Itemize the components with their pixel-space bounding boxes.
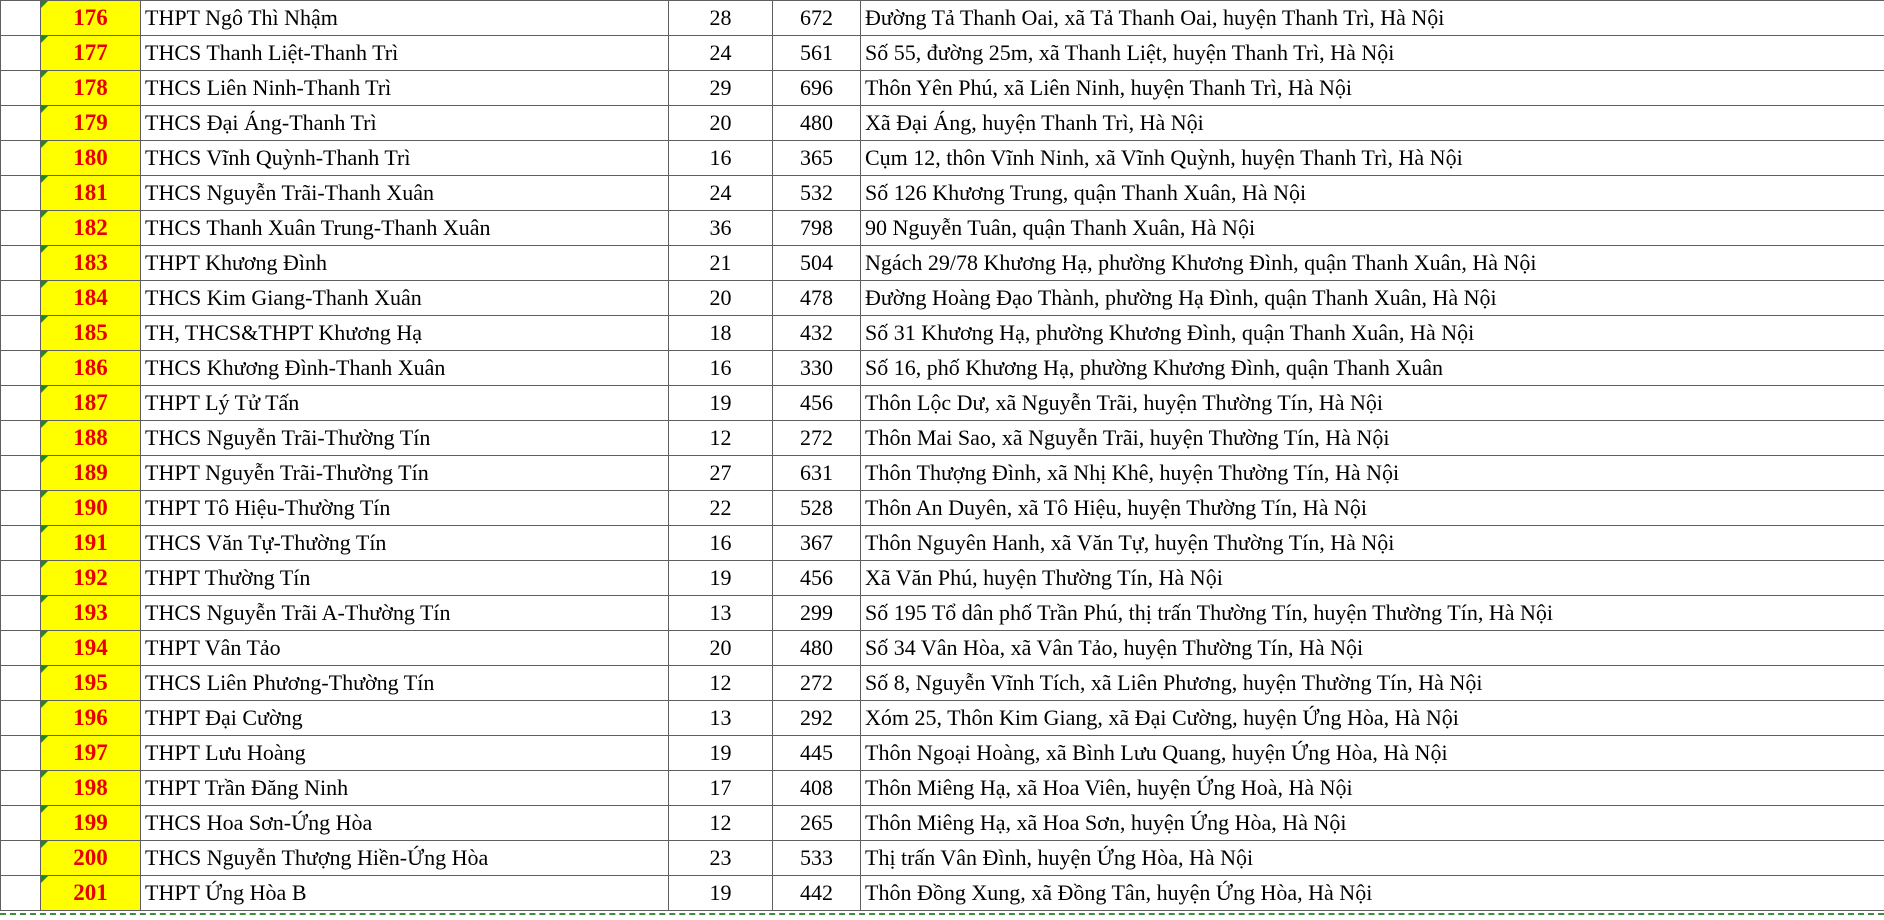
table-row — [1, 106, 1884, 141]
empty-cell[interactable] — [1, 421, 41, 456]
class-count-cell[interactable]: 16 — [669, 526, 773, 561]
school-name-cell[interactable]: THCS Nguyễn Trãi A-Thường Tín — [141, 596, 669, 631]
address-cell[interactable]: Số 34 Vân Hòa, xã Vân Tảo, huyện Thường Tín, Hà Nội — [861, 631, 1884, 666]
table-row — [1, 666, 1884, 701]
class-count-cell[interactable]: 24 — [669, 176, 773, 211]
empty-cell[interactable] — [1, 456, 41, 491]
empty-cell[interactable] — [1, 176, 41, 211]
school-name-cell[interactable]: THCS Thanh Xuân Trung-Thanh Xuân — [141, 211, 669, 246]
class-count-cell[interactable]: 12 — [669, 806, 773, 841]
table-row — [1, 421, 1884, 456]
stt-cell[interactable]: 190 — [41, 491, 141, 526]
table-row — [1, 631, 1884, 666]
address-cell[interactable]: Xã Văn Phú, huyện Thường Tín, Hà Nội — [861, 561, 1884, 596]
empty-cell[interactable] — [1, 71, 41, 106]
class-count-cell[interactable]: 29 — [669, 71, 773, 106]
school-name-cell[interactable]: THPT Khương Đình — [141, 246, 669, 281]
school-name-cell[interactable]: THCS Liên Ninh-Thanh Trì — [141, 71, 669, 106]
student-count-cell[interactable]: 528 — [773, 491, 861, 526]
empty-cell[interactable] — [1, 736, 41, 771]
class-count-cell[interactable]: 13 — [669, 701, 773, 736]
school-name-cell[interactable]: THCS Kim Giang-Thanh Xuân — [141, 281, 669, 316]
student-count-cell[interactable]: 631 — [773, 456, 861, 491]
student-count-cell[interactable]: 561 — [773, 36, 861, 71]
address-cell[interactable]: Ngách 29/78 Khương Hạ, phường Khương Đình, quận Thanh Xuân, Hà Nội — [861, 246, 1884, 281]
table-row — [1, 736, 1884, 771]
class-count-cell[interactable]: 28 — [669, 1, 773, 36]
stt-cell[interactable]: 182 — [41, 211, 141, 246]
class-count-cell[interactable]: 20 — [669, 631, 773, 666]
stt-cell[interactable]: 193 — [41, 596, 141, 631]
stt-cell[interactable]: 199 — [41, 806, 141, 841]
class-count-cell[interactable]: 19 — [669, 876, 773, 911]
student-count-cell[interactable]: 442 — [773, 876, 861, 911]
address-cell[interactable]: Số 16, phố Khương Hạ, phường Khương Đình, quận Thanh Xuân — [861, 351, 1884, 386]
table-row — [1, 806, 1884, 841]
student-count-cell[interactable]: 367 — [773, 526, 861, 561]
stt-cell[interactable]: 180 — [41, 141, 141, 176]
class-count-cell[interactable]: 20 — [669, 106, 773, 141]
class-count-cell[interactable]: 20 — [669, 281, 773, 316]
student-count-cell[interactable]: 365 — [773, 141, 861, 176]
student-count-cell[interactable]: 478 — [773, 281, 861, 316]
student-count-cell[interactable]: 532 — [773, 176, 861, 211]
stt-cell[interactable]: 195 — [41, 666, 141, 701]
class-count-cell[interactable]: 27 — [669, 456, 773, 491]
student-count-cell[interactable]: 480 — [773, 106, 861, 141]
empty-cell[interactable] — [1, 281, 41, 316]
address-cell[interactable]: 90 Nguyễn Tuân, quận Thanh Xuân, Hà Nội — [861, 211, 1884, 246]
stt-cell[interactable]: 201 — [41, 876, 141, 911]
table-row — [1, 526, 1884, 561]
school-name-cell[interactable]: THCS Nguyễn Thượng Hiền-Ứng Hòa — [141, 841, 669, 876]
table-row — [1, 491, 1884, 526]
class-count-cell[interactable]: 22 — [669, 491, 773, 526]
student-count-cell[interactable]: 432 — [773, 316, 861, 351]
empty-cell[interactable] — [1, 876, 41, 911]
school-name-cell[interactable]: THPT Lý Tử Tấn — [141, 386, 669, 421]
empty-cell[interactable] — [1, 36, 41, 71]
empty-cell[interactable] — [1, 386, 41, 421]
stt-cell[interactable]: 178 — [41, 71, 141, 106]
empty-cell[interactable] — [1, 771, 41, 806]
address-cell[interactable]: Thôn Miêng Hạ, xã Hoa Sơn, huyện Ứng Hòa, Hà Nội — [861, 806, 1884, 841]
address-cell[interactable]: Thôn Mai Sao, xã Nguyễn Trãi, huyện Thường Tín, Hà Nội — [861, 421, 1884, 456]
stt-cell[interactable]: 194 — [41, 631, 141, 666]
address-cell[interactable]: Cụm 12, thôn Vĩnh Ninh, xã Vĩnh Quỳnh, huyện Thanh Trì, Hà Nội — [861, 141, 1884, 176]
address-cell[interactable]: Số 55, đường 25m, xã Thanh Liệt, huyện Thanh Trì, Hà Nội — [861, 36, 1884, 71]
student-count-cell[interactable]: 408 — [773, 771, 861, 806]
class-count-cell[interactable]: 17 — [669, 771, 773, 806]
empty-cell[interactable] — [1, 806, 41, 841]
school-name-cell[interactable]: THCS Nguyễn Trãi-Thường Tín — [141, 421, 669, 456]
table-row — [1, 246, 1884, 281]
student-count-cell[interactable]: 696 — [773, 71, 861, 106]
school-name-cell[interactable]: THCS Nguyễn Trãi-Thanh Xuân — [141, 176, 669, 211]
table-row — [1, 876, 1884, 911]
student-count-cell[interactable]: 456 — [773, 561, 861, 596]
address-cell[interactable]: Thôn Miêng Hạ, xã Hoa Viên, huyện Ứng Hoà, Hà Nội — [861, 771, 1884, 806]
student-count-cell[interactable]: 265 — [773, 806, 861, 841]
address-cell[interactable]: Thôn Lộc Dư, xã Nguyễn Trãi, huyện Thường Tín, Hà Nội — [861, 386, 1884, 421]
stt-cell[interactable]: 198 — [41, 771, 141, 806]
empty-cell[interactable] — [1, 596, 41, 631]
table-row — [1, 596, 1884, 631]
school-name-cell[interactable]: THPT Tô Hiệu-Thường Tín — [141, 491, 669, 526]
student-count-cell[interactable]: 672 — [773, 1, 861, 36]
class-count-cell[interactable]: 13 — [669, 596, 773, 631]
address-cell[interactable]: Thị trấn Vân Đình, huyện Ứng Hòa, Hà Nội — [861, 841, 1884, 876]
school-name-cell[interactable]: THCS Hoa Sơn-Ứng Hòa — [141, 806, 669, 841]
student-count-cell[interactable]: 504 — [773, 246, 861, 281]
table-row — [1, 561, 1884, 596]
class-count-cell[interactable]: 12 — [669, 666, 773, 701]
empty-cell[interactable] — [1, 841, 41, 876]
empty-cell[interactable] — [1, 561, 41, 596]
class-count-cell[interactable]: 19 — [669, 736, 773, 771]
stt-cell[interactable]: 184 — [41, 281, 141, 316]
student-count-cell[interactable]: 480 — [773, 631, 861, 666]
stt-cell[interactable]: 191 — [41, 526, 141, 561]
stt-cell[interactable]: 196 — [41, 701, 141, 736]
empty-cell[interactable] — [1, 1, 41, 36]
school-name-cell[interactable]: THCS Vĩnh Quỳnh-Thanh Trì — [141, 141, 669, 176]
stt-cell[interactable]: 200 — [41, 841, 141, 876]
class-count-cell[interactable]: 21 — [669, 246, 773, 281]
stt-cell[interactable]: 187 — [41, 386, 141, 421]
stt-cell[interactable]: 188 — [41, 421, 141, 456]
table-row — [1, 841, 1884, 876]
school-name-cell[interactable]: THCS Liên Phương-Thường Tín — [141, 666, 669, 701]
table-row — [1, 71, 1884, 106]
address-cell[interactable]: Đường Hoàng Đạo Thành, phường Hạ Đình, quận Thanh Xuân, Hà Nội — [861, 281, 1884, 316]
table-body — [1, 1, 1884, 911]
address-cell[interactable]: Số 195 Tổ dân phố Trần Phú, thị trấn Thường Tín, huyện Thường Tín, Hà Nội — [861, 596, 1884, 631]
empty-cell[interactable] — [1, 701, 41, 736]
table-row — [1, 141, 1884, 176]
address-cell[interactable]: Thôn Ngoại Hoàng, xã Bình Lưu Quang, huyện Ứng Hòa, Hà Nội — [861, 736, 1884, 771]
stt-cell[interactable]: 176 — [41, 1, 141, 36]
stt-cell[interactable]: 185 — [41, 316, 141, 351]
stt-cell[interactable]: 186 — [41, 351, 141, 386]
school-name-cell[interactable]: THPT Ứng Hòa B — [141, 876, 669, 911]
table-row — [1, 351, 1884, 386]
student-count-cell[interactable]: 533 — [773, 841, 861, 876]
school-name-cell[interactable]: TH, THCS&THPT Khương Hạ — [141, 316, 669, 351]
school-name-cell[interactable]: THPT Lưu Hoàng — [141, 736, 669, 771]
table-row — [1, 281, 1884, 316]
table-row — [1, 456, 1884, 491]
school-name-cell[interactable]: THPT Vân Tảo — [141, 631, 669, 666]
school-name-cell[interactable]: THPT Nguyễn Trãi-Thường Tín — [141, 456, 669, 491]
empty-cell[interactable] — [1, 211, 41, 246]
student-count-cell[interactable]: 272 — [773, 666, 861, 701]
address-cell[interactable]: Số 8, Nguyễn Vĩnh Tích, xã Liên Phương, huyện Thường Tín, Hà Nội — [861, 666, 1884, 701]
stt-cell[interactable]: 179 — [41, 106, 141, 141]
empty-cell[interactable] — [1, 316, 41, 351]
class-count-cell[interactable]: 12 — [669, 421, 773, 456]
student-count-cell[interactable]: 798 — [773, 211, 861, 246]
address-cell[interactable]: Xóm 25, Thôn Kim Giang, xã Đại Cường, huyện Ứng Hòa, Hà Nội — [861, 701, 1884, 736]
empty-cell[interactable] — [1, 631, 41, 666]
school-name-cell[interactable]: THPT Thường Tín — [141, 561, 669, 596]
school-name-cell[interactable]: THPT Trần Đăng Ninh — [141, 771, 669, 806]
empty-cell[interactable] — [1, 106, 41, 141]
empty-cell[interactable] — [1, 491, 41, 526]
address-cell[interactable]: Đường Tả Thanh Oai, xã Tả Thanh Oai, huyện Thanh Trì, Hà Nội — [861, 1, 1884, 36]
student-count-cell[interactable]: 292 — [773, 701, 861, 736]
student-count-cell[interactable]: 272 — [773, 421, 861, 456]
selection-border — [0, 913, 1884, 915]
address-cell[interactable]: Số 31 Khương Hạ, phường Khương Đình, quận Thanh Xuân, Hà Nội — [861, 316, 1884, 351]
stt-cell[interactable]: 177 — [41, 36, 141, 71]
table-row — [1, 316, 1884, 351]
table-row — [1, 176, 1884, 211]
stt-cell[interactable]: 192 — [41, 561, 141, 596]
class-count-cell[interactable]: 18 — [669, 316, 773, 351]
empty-cell[interactable] — [1, 526, 41, 561]
table-row — [1, 36, 1884, 71]
address-cell[interactable]: Thôn Đồng Xung, xã Đồng Tân, huyện Ứng Hòa, Hà Nội — [861, 876, 1884, 911]
empty-cell[interactable] — [1, 141, 41, 176]
school-name-cell[interactable]: THCS Đại Áng-Thanh Trì — [141, 106, 669, 141]
address-cell[interactable]: Thôn Yên Phú, xã Liên Ninh, huyện Thanh Trì, Hà Nội — [861, 71, 1884, 106]
class-count-cell[interactable]: 36 — [669, 211, 773, 246]
class-count-cell[interactable]: 24 — [669, 36, 773, 71]
class-count-cell[interactable]: 16 — [669, 141, 773, 176]
student-count-cell[interactable]: 299 — [773, 596, 861, 631]
address-cell[interactable]: Thôn Thượng Đình, xã Nhị Khê, huyện Thường Tín, Hà Nội — [861, 456, 1884, 491]
student-count-cell[interactable]: 456 — [773, 386, 861, 421]
school-name-cell[interactable]: THCS Văn Tự-Thường Tín — [141, 526, 669, 561]
stt-cell[interactable]: 183 — [41, 246, 141, 281]
table-row — [1, 771, 1884, 806]
table-row — [1, 1, 1884, 36]
address-cell[interactable]: Thôn An Duyên, xã Tô Hiệu, huyện Thường Tín, Hà Nội — [861, 491, 1884, 526]
stt-cell[interactable]: 181 — [41, 176, 141, 211]
student-count-cell[interactable]: 330 — [773, 351, 861, 386]
address-cell[interactable]: Số 126 Khương Trung, quận Thanh Xuân, Hà Nội — [861, 176, 1884, 211]
school-name-cell[interactable]: THPT Ngô Thì Nhậm — [141, 1, 669, 36]
class-count-cell[interactable]: 19 — [669, 561, 773, 596]
class-count-cell[interactable]: 16 — [669, 351, 773, 386]
stt-cell[interactable]: 189 — [41, 456, 141, 491]
table-row — [1, 211, 1884, 246]
school-name-cell[interactable]: THCS Khương Đình-Thanh Xuân — [141, 351, 669, 386]
student-count-cell[interactable]: 445 — [773, 736, 861, 771]
class-count-cell[interactable]: 23 — [669, 841, 773, 876]
address-cell[interactable]: Thôn Nguyên Hanh, xã Văn Tự, huyện Thường Tín, Hà Nội — [861, 526, 1884, 561]
stt-cell[interactable]: 197 — [41, 736, 141, 771]
table-row — [1, 701, 1884, 736]
empty-cell[interactable] — [1, 246, 41, 281]
class-count-cell[interactable]: 19 — [669, 386, 773, 421]
school-name-cell[interactable]: THCS Thanh Liệt-Thanh Trì — [141, 36, 669, 71]
table-row — [1, 386, 1884, 421]
address-cell[interactable]: Xã Đại Áng, huyện Thanh Trì, Hà Nội — [861, 106, 1884, 141]
empty-cell[interactable] — [1, 666, 41, 701]
school-name-cell[interactable]: THPT Đại Cường — [141, 701, 669, 736]
empty-cell[interactable] — [1, 351, 41, 386]
